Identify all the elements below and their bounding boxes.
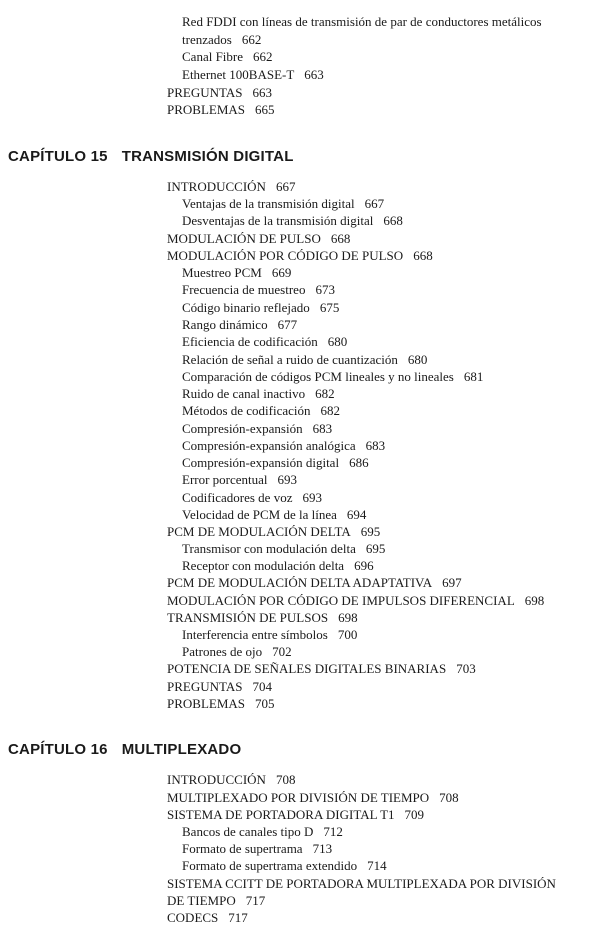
entry-title: Transmisor con modulación delta: [182, 541, 356, 556]
entry-page: 696: [354, 558, 374, 573]
entry-page: 712: [323, 824, 343, 839]
toc-entry: [182, 557, 374, 574]
entry-title: SISTEMA CCITT DE PORTADORA MULTIPLEXADA POR DIVISIÓN: [167, 876, 556, 891]
entry-page: 695: [360, 524, 381, 539]
entry-page: 662: [241, 32, 262, 47]
toc-entry: [182, 540, 385, 557]
toc-entry: [167, 660, 476, 677]
entry-page: 669: [271, 265, 292, 280]
toc-entry: [182, 368, 483, 385]
toc-entry: [182, 626, 357, 643]
entry-title: PROBLEMAS: [167, 102, 246, 117]
entry-title: Formato de supertrama: [182, 841, 303, 856]
toc-entry: [182, 471, 297, 488]
entry-title: Compresión-expansión analógica: [182, 438, 356, 453]
entry-title: Rango dinámico: [182, 317, 268, 332]
entry-title: Velocidad de PCM de la línea: [182, 507, 337, 522]
toc-entry: [182, 489, 322, 506]
toc-entry: [182, 195, 384, 212]
entry-title: Canal Fibre: [182, 49, 244, 64]
entry-title: Bancos de canales tipo D: [182, 824, 314, 839]
entry-page: 697: [442, 575, 462, 590]
toc-entry: [182, 333, 347, 350]
entry-title: Métodos de codificación: [182, 403, 311, 418]
toc-entry: [182, 13, 552, 30]
entry-page: 675: [319, 300, 340, 315]
toc-entry: [182, 437, 385, 454]
entry-page: 680: [407, 352, 428, 367]
toc-entry: [182, 506, 366, 523]
entry-title: Receptor con modulación delta: [182, 558, 345, 573]
entry-page: 698: [524, 593, 545, 608]
toc-entry: [167, 101, 275, 118]
entry-page: 708: [439, 790, 459, 805]
toc-entry: [167, 230, 350, 247]
entry-title: INTRODUCCIÓN: [167, 179, 266, 194]
entry-page: 705: [255, 696, 275, 711]
entry-title: PREGUNTAS: [167, 679, 243, 694]
chapter-title: MULTIPLEXADO: [121, 741, 242, 758]
toc-entry: [167, 247, 433, 264]
toc-entry: [167, 178, 295, 195]
entry-page: 704: [252, 679, 273, 694]
entry-title: MODULACIÓN DE PULSO: [167, 231, 321, 246]
toc-entry: [182, 264, 291, 281]
toc-entry: [167, 789, 459, 806]
entry-title: INTRODUCCIÓN: [167, 772, 266, 787]
entry-title: MODULACIÓN POR CÓDIGO DE IMPULSOS DIFERENCIAL: [167, 593, 515, 608]
entry-title: MULTIPLEXADO POR DIVISIÓN DE TIEMPO: [167, 790, 430, 805]
entry-title: Eficiencia de codificación: [182, 334, 318, 349]
entry-page: 681: [463, 369, 484, 384]
entry-page: 693: [302, 490, 322, 505]
entry-page: 709: [404, 807, 425, 822]
entry-page: 698: [338, 610, 358, 625]
entry-page: 713: [312, 841, 333, 856]
entry-title: Muestreo PCM: [182, 265, 262, 280]
entry-title: DE TIEMPO: [167, 893, 236, 908]
entry-title: MODULACIÓN POR CÓDIGO DE PULSO: [167, 248, 404, 263]
toc-entry: [182, 823, 343, 840]
entry-page: 683: [312, 421, 333, 436]
toc-entry: [182, 299, 339, 316]
toc-entry: [167, 523, 380, 540]
entry-page: 673: [315, 282, 335, 297]
entry-page: 668: [413, 248, 433, 263]
toc-entry: [182, 385, 335, 402]
entry-title: Error porcentual: [182, 472, 268, 487]
toc-entry: [182, 454, 369, 471]
entry-page: 662: [253, 49, 273, 64]
toc-entry: [182, 643, 292, 660]
entry-page: 680: [327, 334, 348, 349]
toc-entry: [182, 351, 427, 368]
toc-entry: [182, 840, 332, 857]
entry-title: POTENCIA DE SEÑALES DIGITALES BINARIAS: [167, 661, 447, 676]
chapter-label: CAPÍTULO 16: [8, 741, 108, 758]
entry-title: TRANSMISIÓN DE PULSOS: [167, 610, 329, 625]
toc-entry: [182, 212, 403, 229]
entry-page: 717: [245, 893, 266, 908]
entry-page: 663: [304, 67, 324, 82]
toc-entry: [167, 574, 462, 591]
toc-entry: [182, 281, 335, 298]
entry-page: 702: [272, 644, 292, 659]
entry-title: Red FDDI con líneas de transmisión de par de conductores metálicos: [182, 14, 542, 29]
entry-page: 714: [367, 858, 387, 873]
entry-page: 677: [277, 317, 298, 332]
entry-page: 683: [365, 438, 386, 453]
entry-title: Ruido de canal inactivo: [182, 386, 306, 401]
entry-page: 717: [228, 910, 248, 925]
entry-title: Codificadores de voz: [182, 490, 293, 505]
toc-entry: [167, 84, 272, 101]
entry-title: PROBLEMAS: [167, 696, 246, 711]
entry-page: 682: [320, 403, 341, 418]
toc-entry: [167, 695, 275, 712]
chapter-title: TRANSMISIÓN DIGITAL: [121, 148, 294, 165]
toc-entry: [167, 806, 424, 823]
entry-page: 668: [383, 213, 403, 228]
entry-title: Ethernet 100BASE-T: [182, 67, 295, 82]
entry-title: Compresión-expansión digital: [182, 455, 340, 470]
entry-title: Compresión-expansión: [182, 421, 303, 436]
toc-entry: [182, 66, 324, 83]
entry-page: 694: [346, 507, 367, 522]
entry-page: 686: [349, 455, 369, 470]
chapter-heading: [8, 148, 294, 166]
entry-title: Desventajas de la transmisión digital: [182, 213, 374, 228]
entry-page: 663: [252, 85, 273, 100]
toc-entry: [167, 678, 272, 695]
entry-title: Patrones de ojo: [182, 644, 263, 659]
entry-page: 695: [365, 541, 386, 556]
entry-title: SISTEMA DE PORTADORA DIGITAL T1: [167, 807, 395, 822]
toc-entry: [182, 31, 261, 48]
toc-entry: [167, 609, 358, 626]
entry-title: trenzados: [182, 32, 232, 47]
toc-entry: [182, 402, 340, 419]
entry-title: Código binario reflejado: [182, 300, 310, 315]
entry-page: 668: [330, 231, 351, 246]
toc-entry: [167, 592, 544, 609]
entry-title: PREGUNTAS: [167, 85, 243, 100]
entry-page: 665: [255, 102, 275, 117]
toc-entry: [167, 909, 248, 926]
toc-entry: [167, 771, 295, 788]
entry-title: Relación de señal a ruido de cuantización: [182, 352, 398, 367]
entry-page: 667: [364, 196, 385, 211]
entry-title: PCM DE MODULACIÓN DELTA: [167, 524, 351, 539]
toc-entry: [182, 316, 297, 333]
entry-title: Frecuencia de muestreo: [182, 282, 306, 297]
toc-entry: [182, 857, 387, 874]
toc-entry: [182, 48, 273, 65]
entry-title: Interferencia entre símbolos: [182, 627, 328, 642]
entry-page: 667: [275, 179, 296, 194]
chapter-label: CAPÍTULO 15: [8, 148, 108, 165]
entry-title: Ventajas de la transmisión digital: [182, 196, 355, 211]
entry-page: 700: [337, 627, 358, 642]
entry-page: 682: [315, 386, 335, 401]
entry-title: CODECS: [167, 910, 219, 925]
entry-title: Comparación de códigos PCM lineales y no lineales: [182, 369, 454, 384]
entry-page: 703: [456, 661, 476, 676]
entry-title: Formato de supertrama extendido: [182, 858, 358, 873]
entry-page: 693: [277, 472, 298, 487]
entry-title: PCM DE MODULACIÓN DELTA ADAPTATIVA: [167, 575, 433, 590]
toc-entry: [182, 420, 332, 437]
toc-entry: [167, 892, 265, 909]
entry-page: 708: [275, 772, 296, 787]
chapter-heading: [8, 741, 241, 759]
toc-entry: [167, 875, 566, 892]
